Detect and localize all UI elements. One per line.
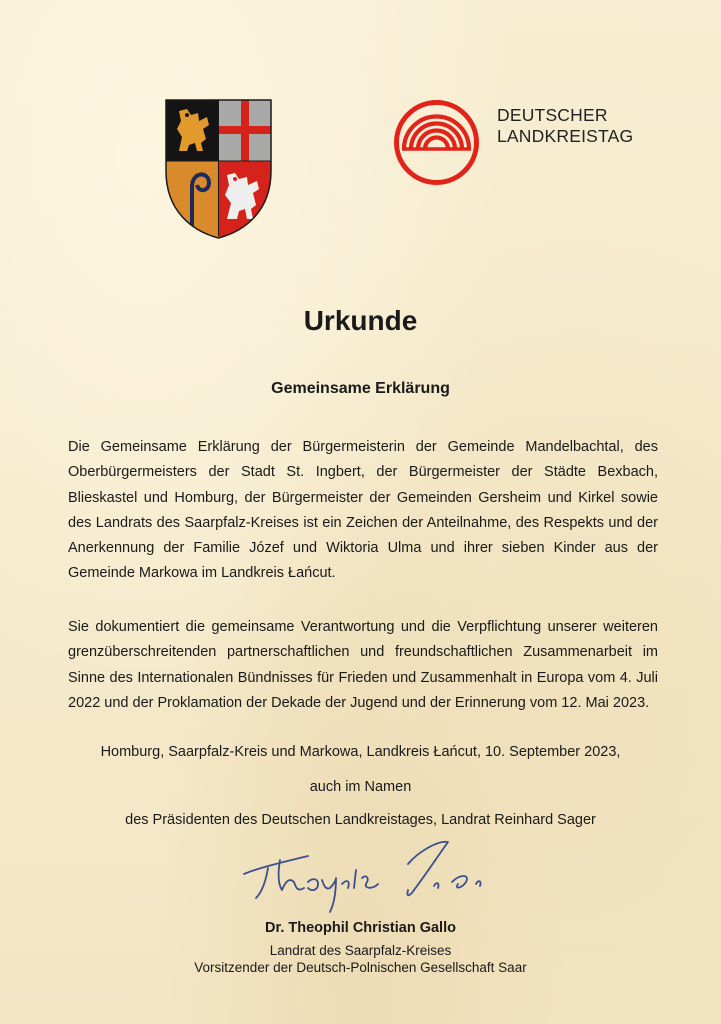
handwritten-signature-icon	[238, 838, 498, 918]
on-behalf-line: auch im Namen	[309, 779, 412, 795]
saarpfalz-coat-of-arms-icon	[165, 99, 272, 239]
place-date-line: Homburg, Saarpfalz-Kreis und Markowa, Landkreis Łańcut, 10. September 2023,	[100, 744, 621, 760]
signer-role-2: Vorsitzender der Deutsch-Polnischen Gesellschaft Saar	[194, 960, 527, 975]
landkreistag-wordmark	[497, 105, 633, 147]
signer-role-1: Landrat des Saarpfalz-Kreises	[269, 943, 452, 958]
landkreistag-arc-icon	[393, 99, 480, 186]
declaration-paragraph-2: Sie dokumentiert die gemeinsame Verantwortung und die Verpflichtung unserer weiteren grenzüberschreitenden partnerschaftlichen und freundschaftlichen Zusammenarbeit im Sinne des Internationalen Bündnisses für Frieden und Zusammenhalt in Europa vom 4. Juli 2022 und der Proklamation der Dekade der Jugend und der Erinnerung vom 12. Mai 2023.	[68, 619, 658, 711]
document-title: Urkunde	[303, 305, 418, 336]
president-line: des Präsidenten des Deutschen Landkreistages, Landrat Reinhard Sager	[125, 812, 596, 828]
document-subtitle: Gemeinsame Erklärung	[271, 380, 450, 397]
declaration-paragraph-1: Die Gemeinsame Erklärung der Bürgermeisterin der Gemeinde Mandelbachtal, des Oberbürgermeisters der Stadt St. Ingbert, der Bürgermeister der Städte Bexbach, Blieskastel und Homburg, der Bürgermeister der Gemeinden Gersheim und Kirkel sowie des Landrats des Saarpfalz-Kreises ist ein Zeichen der Anteilnahme, des Respekts und der Anerkennung der Familie Józef und Wiktoria Ulma und ihrer sieben Kinder aus der Gemeinde Markowa im Landkreis Łańcut.	[68, 439, 658, 582]
signer-name: Dr. Theophil Christian Gallo	[265, 920, 456, 936]
landkreistag-line1: DEUTSCHER	[497, 105, 608, 125]
landkreistag-line2: LANDKREISTAG	[497, 126, 634, 146]
